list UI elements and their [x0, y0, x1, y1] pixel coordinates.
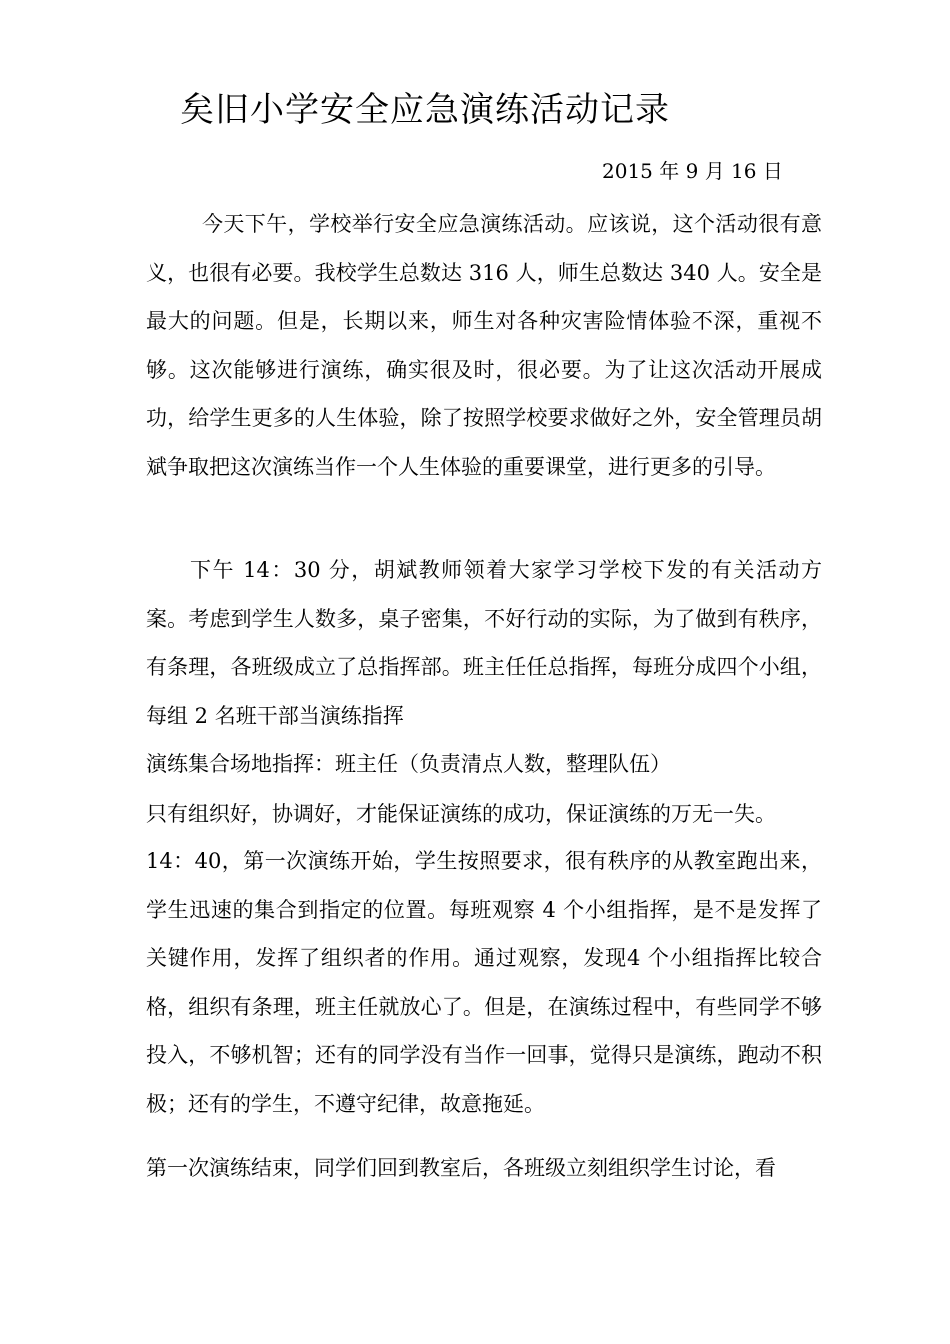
- document-date: 2015 年 9 月 16 日: [602, 159, 783, 183]
- document-title: 矣旧小学安全应急演练活动记录: [180, 90, 670, 130]
- paragraph-assembly-command: 演练集合场地指挥：班主任（负责清点人数，整理队伍）: [146, 752, 671, 776]
- paragraph-first-drill: 14：40，第一次演练开始，学生按照要求，很有秩序的从教室跑出来，学生迅速的集合到指定的位置。每班观察 4 个小组指挥，是不是发挥了关键作用，发挥了组织者的作用。通过观察，发现4 个小组指挥比较合格，组织有条理，班主任就放心了。但是，在演练过程中，有些同学不够投入，不够机智；还有的同学没有当作一回事，觉得只是演练，跑动不积极；还有的学生，不遵守纪律，故意拖延。: [146, 849, 822, 1116]
- paragraph-intro: 今天下午，学校举行安全应急演练活动。应该说，这个活动很有意义，也很有必要。我校学生总数达 316 人，师生总数达 340 人。安全是最大的问题。但是，长期以来，师生对各种灾害险情体验不深，重视不够。这次能够进行演练，确实很及时，很必要。为了让这次活动开展成功，给学生更多的人生体验，除了按照学校要求做好之外，安全管理员胡斌争取把这次演练当作一个人生体验的重要课堂，进行更多的引导。: [146, 212, 822, 479]
- paragraph-organization: 只有组织好，协调好，才能保证演练的成功，保证演练的万无一失。: [146, 802, 776, 826]
- paragraph-plan: 下午 14：30 分，胡斌教师领着大家学习学校下发的有关活动方案。考虑到学生人数多，桌子密集，不好行动的实际，为了做到有秩序，有条理，各班级成立了总指挥部。班主任任总指挥，每班分成四个小组，每组 2 名班干部当演练指挥: [146, 558, 822, 728]
- paragraph-after-drill: 第一次演练结束，同学们回到教室后，各班级立刻组织学生讨论，看: [146, 1156, 776, 1180]
